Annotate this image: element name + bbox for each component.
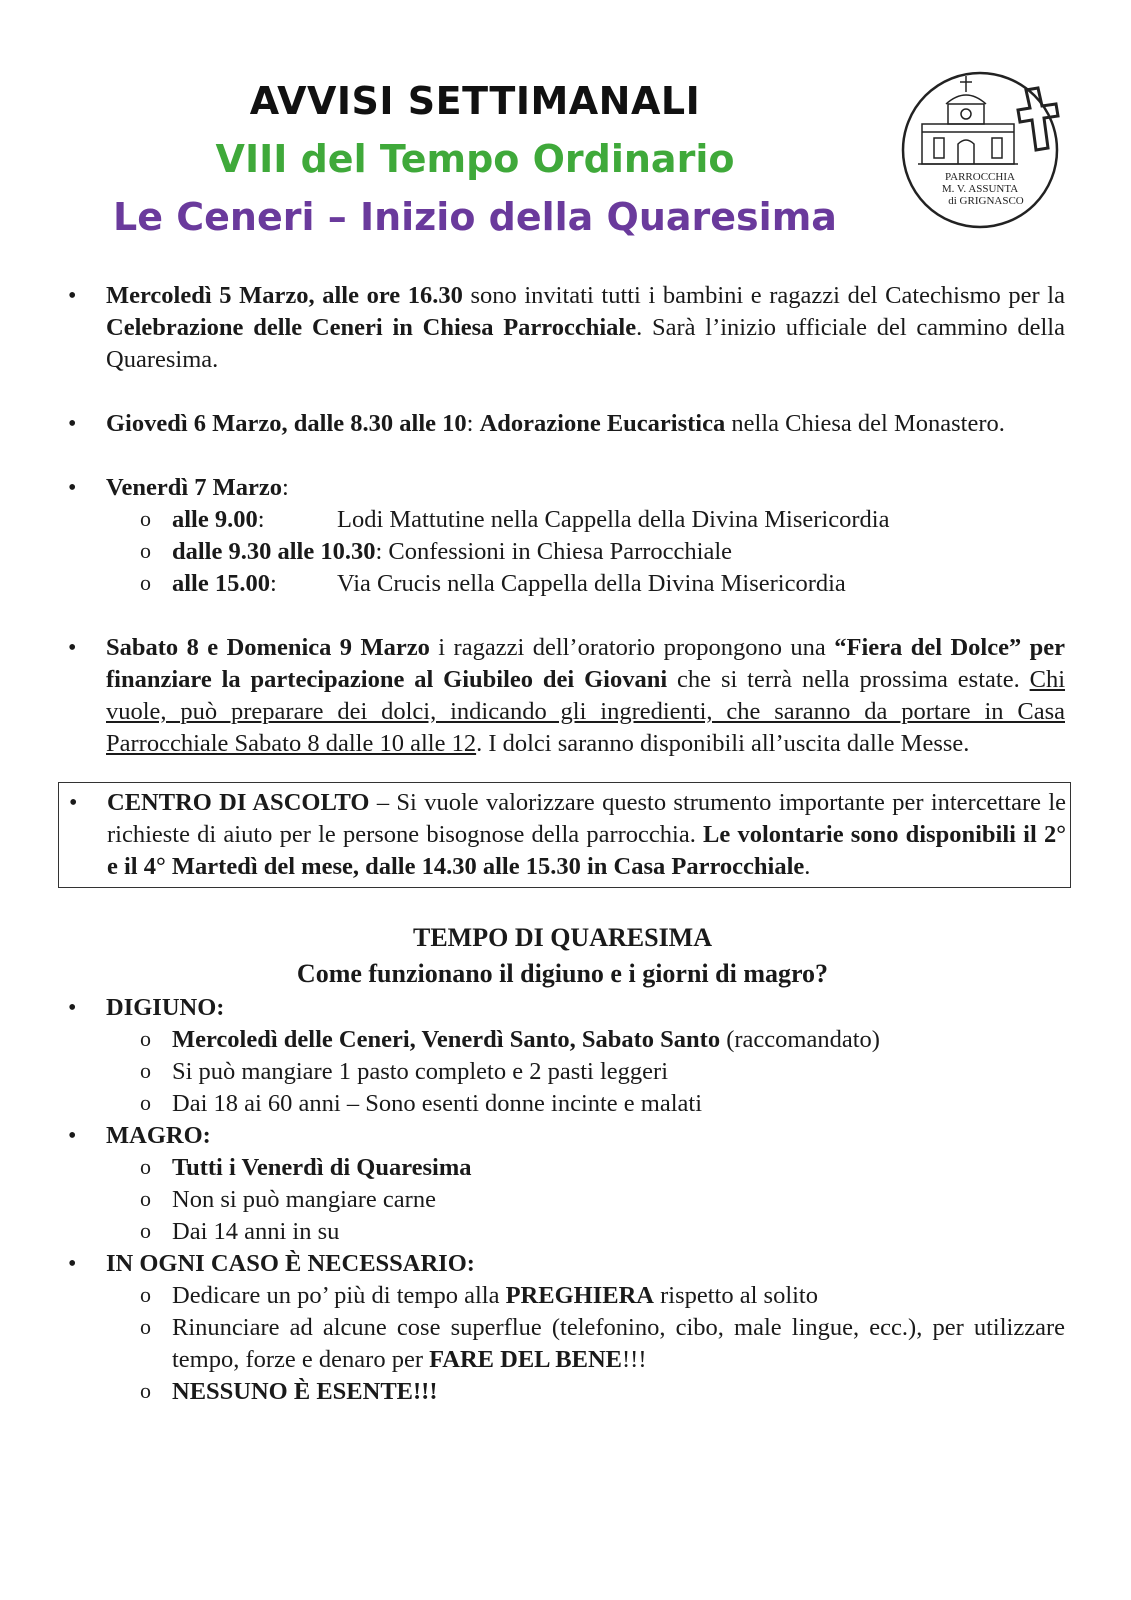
list-item xyxy=(60,1216,1065,1248)
list-item xyxy=(60,1280,1065,1312)
list-item xyxy=(60,504,1065,536)
list-heading-necessario xyxy=(60,1248,1065,1280)
list-item xyxy=(60,1312,1065,1376)
notice-text: : xyxy=(466,410,480,437)
list-item-text: Non si può mangiare carne xyxy=(172,1186,436,1213)
notice-text: . xyxy=(804,853,811,880)
list-item xyxy=(60,1088,1065,1120)
list-item-text: !!! xyxy=(622,1346,647,1373)
notice-underlined: Chi vuole, può preparare dei dolci, indicando gli ingredienti, che saranno da portare in Casa Parrocchiale Sabato 8 dalle 10 alle 12 xyxy=(106,666,1066,757)
list-item-text: rispetto al solito xyxy=(653,1282,818,1309)
logo-text-2: M. V. ASSUNTA xyxy=(941,183,1019,195)
list-heading-magro xyxy=(60,1120,1065,1152)
logo-text-3: di GRIGNASCO xyxy=(948,195,1024,207)
list-heading-label: MAGRO: xyxy=(106,1122,211,1149)
notice-date: Sabato 8 e Domenica 9 Marzo xyxy=(106,634,430,661)
list-item xyxy=(60,1024,1065,1056)
title-block xyxy=(60,72,890,246)
parish-logo xyxy=(898,70,1073,235)
notice-text: nella Chiesa del Monastero. xyxy=(725,410,1005,437)
list-heading-label: DIGIUNO: xyxy=(106,994,225,1021)
section-subheading: Come funzionano il digiuno e i giorni di magro? xyxy=(296,959,829,988)
page-subtitle: VIII del Tempo Ordinario xyxy=(215,137,735,181)
list-item-text: (raccomandato) xyxy=(720,1026,880,1053)
schedule-text: : Confessioni in Chiesa Parrocchiale xyxy=(375,538,733,565)
list-item-bold: Mercoledì delle Ceneri, Venerdì Santo, Sabato Santo xyxy=(172,1026,721,1053)
notice-text: i ragazzi dell’oratorio propongono una xyxy=(429,634,835,661)
schedule-text: Lodi Mattutine nella Cappella della Divina Misericordia xyxy=(337,506,890,533)
list-item-bold: Tutti i Venerdì di Quaresima xyxy=(172,1154,472,1181)
list-item-text: Dai 14 anni in su xyxy=(172,1218,340,1245)
page-subtitle-2: Le Ceneri – Inizio della Quaresima xyxy=(113,195,837,239)
page-title: AVVISI SETTIMANALI xyxy=(249,79,701,123)
schedule-time: dalle 9.30 alle 10.30 xyxy=(172,538,376,565)
list-item-bold: FARE DEL BENE xyxy=(429,1346,622,1373)
notice-text: che si terrà nella prossima estate. xyxy=(667,666,1030,693)
list-item-text: Dai 18 ai 60 anni – Sono esenti donne incinte e malati xyxy=(172,1090,703,1117)
notice-text: sono invitati tutti i bambini e ragazzi del Catechismo per la xyxy=(462,282,1065,309)
notice-text: . Sarà l’inizio ufficiale del cammino della Quaresima. xyxy=(106,314,1065,373)
section-heading: TEMPO DI QUARESIMA xyxy=(412,923,712,952)
cross-icon xyxy=(1018,88,1058,150)
notice-highlight: CENTRO DI ASCOLTO xyxy=(107,789,370,816)
list-item xyxy=(60,1056,1065,1088)
list-item-text: Dedicare un po’ più di tempo alla xyxy=(172,1282,506,1309)
notice-ceneri-catechismo xyxy=(60,280,1065,376)
colon: : xyxy=(257,506,265,533)
notice-venerdi xyxy=(60,472,1065,504)
list-item-text: Si può mangiare 1 pasto completo e 2 pasti leggeri xyxy=(172,1058,669,1085)
notice-highlight: “Fiera del Dolce” per finanziare la partecipazione al Giubileo dei Giovani xyxy=(106,634,1066,693)
notice-highlight: Le volontarie sono disponibili il 2° e il 4° Martedì del mese, dalle 14.30 alle 15.30 in Casa Parrocchiale xyxy=(107,821,1066,880)
notice-adorazione xyxy=(60,408,1065,440)
colon: : xyxy=(270,570,277,597)
notice-text: – Si vuole valorizzare questo strumento importante per intercettare le richieste di aiuto per le persone bisognose della parrocchia. xyxy=(107,789,1067,848)
list-item-text: Rinunciare ad alcune cose superflue (telefonino, cibo, male lingue, ecc.), per utilizzare tempo, forze e denaro per xyxy=(172,1314,1065,1373)
list-item-bold: PREGHIERA xyxy=(505,1282,654,1309)
notice-centro-ascolto xyxy=(58,782,1071,888)
list-heading-digiuno xyxy=(60,992,1065,1024)
list-item xyxy=(60,568,1065,600)
notice-date: Giovedì 6 Marzo, dalle 8.30 alle 10 xyxy=(106,410,467,437)
list-heading-label: IN OGNI CASO È NECESSARIO: xyxy=(106,1250,475,1277)
list-item xyxy=(60,1376,1065,1408)
list-item xyxy=(60,1184,1065,1216)
notice-highlight: Adorazione Eucaristica xyxy=(479,410,726,437)
notice-text: : xyxy=(282,474,289,501)
schedule-time: alle 15.00 xyxy=(172,570,270,597)
schedule-time: alle 9.00 xyxy=(172,506,258,533)
notice-text: . I dolci saranno disponibili all’uscita dalle Messe. xyxy=(476,730,970,757)
notice-date: Mercoledì 5 Marzo, alle ore 16.30 xyxy=(106,282,463,309)
notices-content xyxy=(60,280,1065,1408)
logo-text-1: PARROCCHIA xyxy=(945,171,1015,183)
list-item xyxy=(60,1152,1065,1184)
schedule-text: Via Crucis nella Cappella della Divina Misericordia xyxy=(337,570,846,597)
list-item xyxy=(60,536,1065,568)
notice-fiera-dolce xyxy=(60,632,1065,760)
notice-highlight: Celebrazione delle Ceneri in Chiesa Parrocchiale xyxy=(106,314,637,341)
list-item-bold: NESSUNO È ESENTE!!! xyxy=(172,1378,438,1405)
notice-date: Venerdì 7 Marzo xyxy=(106,474,282,501)
